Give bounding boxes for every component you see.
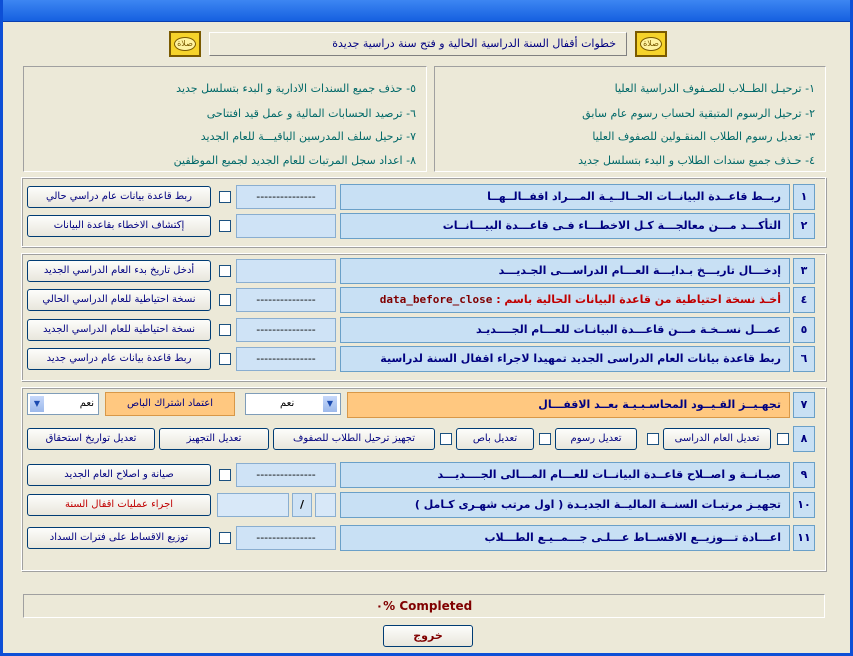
step-7-label: تجهـيــز القـيــود المحاسـبـيـة بعــد الاقفـــال — [347, 392, 790, 418]
step-5-number: ٥ — [793, 317, 815, 343]
step-3-label: إدخـــال تاريـــخ بـدايـــة العـــام الدراســـى الجـديـــد — [340, 258, 790, 284]
bus-approval-label: اعتماد اشتراك الباص — [105, 392, 235, 416]
link-new-db-button[interactable]: ربط قاعدة بيانات عام دراسي جديد — [27, 348, 211, 370]
step-4-number: ٤ — [793, 287, 815, 313]
step-5-checkbox[interactable] — [219, 324, 231, 336]
edit-due-dates-button[interactable]: تعديل تواريخ استحقاق — [27, 428, 155, 450]
step-9-status: --------------- — [236, 463, 336, 487]
backup-name: data_before_close — [379, 293, 493, 306]
overview-left-item: ٥- حذف جميع السندات الادارية و البدء بتسلسل جديد — [176, 82, 416, 95]
step-7-number: ٧ — [793, 392, 815, 418]
enter-start-date-button[interactable]: أدخل تاريخ بدء العام الدراسي الجديد — [27, 260, 211, 282]
salary-month-field[interactable] — [217, 493, 289, 517]
step-4-status: --------------- — [236, 288, 336, 312]
step-8-checkbox[interactable] — [777, 433, 789, 445]
overview-right-item: ١- ترحيـل الطــلاب للصـفوف الدراسية العليا — [614, 82, 815, 95]
step-5-label: عمـــل نســخـة مـــن قاعـــدة البيانـات للعـــام الجــــديـد — [340, 317, 790, 343]
step-1-label: ربــط قاعــدة البيانــات الحــالــيـة المـــراد اقفــالــهــا — [340, 184, 790, 210]
step-3-number: ٣ — [793, 258, 815, 284]
overview-right-item: ٢- ترحيل الرسوم المتبقية لحساب رسوم عام سابق — [582, 107, 815, 120]
academic-year-checkbox[interactable] — [647, 433, 659, 445]
overview-right-item: ٤- حـذف جميع سندات الطلاب و البدء بتسلسل جديد — [578, 154, 815, 167]
step-2-label: التأكـــد مـــن معالجـــة كـل الاخطـــاء فـى قاعـــدة البيـــانــات — [340, 213, 790, 239]
step-10-label: تجهيـز مرتبـات السنــة الماليــة الجديـدة ( اول مرتب شهـرى كـامل ) — [340, 492, 790, 518]
edit-bus-button[interactable]: تعديل باص — [456, 428, 534, 450]
date-separator: / — [292, 493, 312, 517]
step-9-number: ٩ — [793, 462, 815, 488]
chevron-down-icon[interactable]: ▼ — [322, 395, 338, 413]
page-title: خطوات أقفال السنة الدراسية الحالية و فتح سنة دراسية جديدة — [332, 37, 616, 50]
backup-new-year-button[interactable]: نسخة احتياطية للعام الدراسي الجديد — [27, 319, 211, 341]
overview-right-item: ٣- تعديل رسوم الطلاب المنقـولين للصفوف العليا — [592, 130, 815, 143]
overview-left-item: ٨- اعداد سجل المرتبات للعام الجديد لجميع الموظفين — [173, 154, 416, 167]
step-3-status — [236, 259, 336, 283]
step-6-label: ربط قاعدة بيانات العام الدراسى الجديد تمهيدا لاجراء اقفال السنة لدراسية — [340, 346, 790, 372]
step-8-number: ٨ — [793, 426, 815, 452]
step-6-status: --------------- — [236, 347, 336, 371]
school-logo-icon-right: صلاة — [635, 31, 667, 57]
step-1-status: --------------- — [236, 185, 336, 209]
edit-preparation-button[interactable]: تعديل التجهيز — [159, 428, 269, 450]
step-4-label — [340, 287, 790, 313]
step-5-status: --------------- — [236, 318, 336, 342]
step-6-checkbox[interactable] — [219, 353, 231, 365]
fees-checkbox[interactable] — [539, 433, 551, 445]
bus-checkbox[interactable] — [440, 433, 452, 445]
step-9-label: صيـانــة و اصــلاح قاعــدة البيانــات للعـــام المـــالى الجــــديـــد — [340, 462, 790, 488]
overview-left-item: ٧- ترحيل سلف المدرسين الباقيـــة للعام الجديد — [200, 130, 416, 143]
window-title-bar[interactable] — [3, 0, 853, 22]
backup-current-year-button[interactable]: نسخة احتياطية للعام الدراسي الحالي — [27, 289, 211, 311]
step-11-status: --------------- — [236, 526, 336, 550]
overview-left-item: ٦- ترصيد الحسابات المالية و عمل قيد افتتاحى — [206, 107, 416, 120]
step-4-checkbox[interactable] — [219, 294, 231, 306]
salary-year-field[interactable] — [315, 493, 336, 517]
chevron-down-icon[interactable]: ▼ — [29, 395, 45, 413]
step-1-checkbox[interactable] — [219, 191, 231, 203]
link-current-db-button[interactable]: ربط قاعدة بيانات عام دراسي حالي — [27, 186, 211, 208]
step-10-number: ١٠ — [793, 492, 815, 518]
progress-text: ٠% Completed — [375, 599, 473, 613]
step-2-status — [236, 214, 336, 238]
step-1-number: ١ — [793, 184, 815, 210]
step-11-number: ١١ — [793, 525, 815, 551]
run-year-close-button[interactable]: اجراء عمليات اقفال السنة — [27, 494, 211, 516]
distribute-installments-button[interactable]: توزيع الاقساط على فترات السداد — [27, 527, 211, 549]
exit-button[interactable]: خروج — [383, 625, 473, 647]
step-6-number: ٦ — [793, 346, 815, 372]
step-3-checkbox[interactable] — [219, 265, 231, 277]
bus-approval-select[interactable]: ▼ نعم — [27, 393, 99, 415]
school-logo-icon: صلاة — [169, 31, 201, 57]
overview-right-panel — [434, 66, 826, 172]
detect-db-errors-button[interactable]: إكتشاف الاخطاء بقاعدة البيانات — [27, 215, 211, 237]
prepare-student-promotion-button[interactable]: تجهيز ترحيل الطلاب للصفوف — [273, 428, 435, 450]
overview-left-panel — [23, 66, 427, 172]
step-11-label: اعـــادة تـــوزيــع الاقســاط عـــلـى جـــمــيـع الطـــلاب — [340, 525, 790, 551]
repair-new-year-button[interactable]: صيانة و اصلاح العام الجديد — [27, 464, 211, 486]
progress-bar — [23, 594, 825, 618]
step-11-checkbox[interactable] — [219, 532, 231, 544]
edit-academic-year-button[interactable]: تعديل العام الدراسى — [663, 428, 771, 450]
page-title-box — [209, 32, 627, 56]
step-2-checkbox[interactable] — [219, 220, 231, 232]
edit-fees-button[interactable]: تعديل رسوم — [555, 428, 637, 450]
step-4-label-text: أخـذ نسخة احتياطية من قاعدة البيانات الحالية باسم : — [496, 293, 781, 306]
client-area — [7, 23, 849, 653]
step-9-checkbox[interactable] — [219, 469, 231, 481]
accounting-entries-select[interactable]: ▼ نعم — [245, 393, 341, 415]
step-2-number: ٢ — [793, 213, 815, 239]
